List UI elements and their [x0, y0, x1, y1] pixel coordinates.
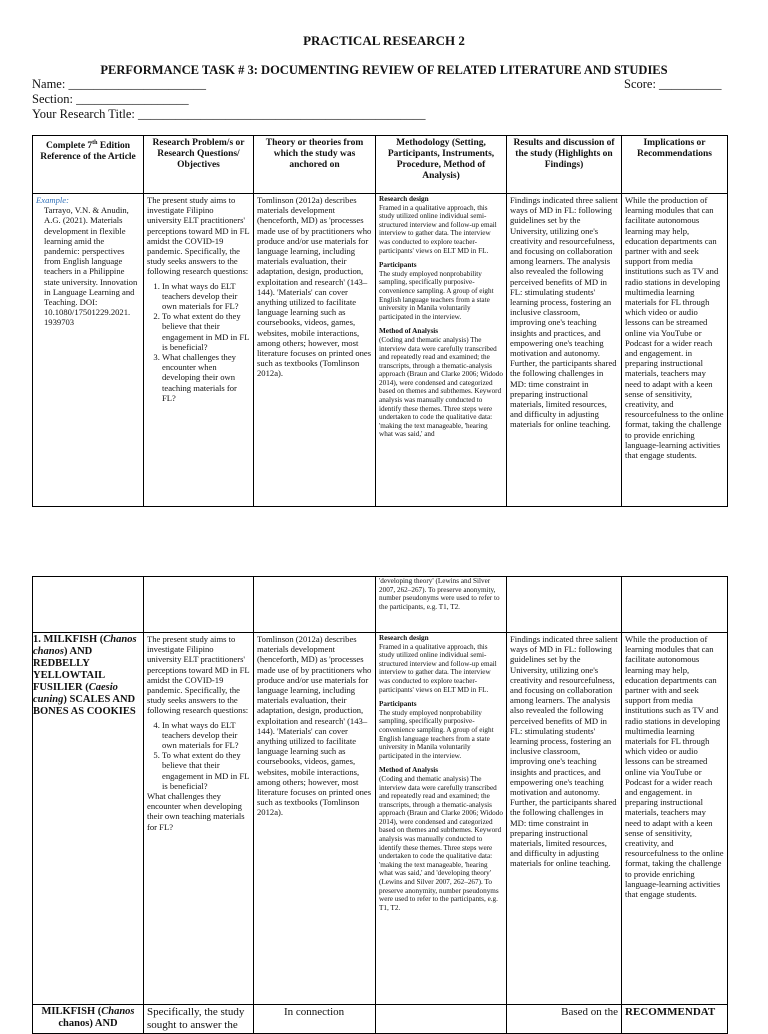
method-heading: Participants [379, 700, 417, 709]
example-reference-cell [33, 194, 144, 507]
example-methodology-cell [376, 194, 507, 507]
row1-methodology-cell [376, 633, 507, 1005]
example-theory-cell: Tomlinson (2012a) describes materials development (henceforth, MD) as 'processes made use of by practitioners who produce and/or use materials for language learning, including materials evaluation, their adaptation, design, production, exploitation and research' (143–144). 'Materials' can cover anything utilized to facilitate language learning such as coursebooks, videos, games, websites, mobile interactions, among others; however, most literature focuses on printed ones such as textbooks (Tomlinson 2012a). [254, 194, 376, 507]
example-problem-cell [144, 194, 254, 507]
continuation-empty-cell [144, 577, 254, 633]
column-header-implications: Implications or Recommendations [622, 136, 728, 194]
problem-intro: The present study aims to investigate Filipino university ELT practitioners' perceptions toward MD in FL amidst the COVID-19 pandemic. Specifically, the study seeks answers to the following research questions: [147, 195, 250, 277]
continuation-empty-cell [507, 577, 622, 633]
column-header-methodology: Methodology (Setting, Participants, Instruments, Procedure, Method of Analysis) [376, 136, 507, 194]
example-implications-cell: While the production of learning modules that can facilitate autonomous learning may help, education departments can partner with and seek support from media institutions such as TV and radio stations in developing multimedia learning materials for FL through which video or audio lessons can be streamed online via YouTube or Podcast for a wider reach and engagement. in preparing instructional materials, teachers may need to adapt with a keen sense of sensitivity, creativity, and resourcefulness to the online format, taking the challenge to provide enriching language-learning activities that engage students. [622, 194, 728, 507]
method-text: The study employed nonprobability sampling, specifically purposive-convenience sampling. A group of eight English language teachers from a state university in Manila voluntarily participated in the interview. [379, 708, 494, 760]
question-item: 1. In what ways do ELT teachers develop their own materials for FL? [162, 281, 250, 312]
row1-theory-cell: Tomlinson (2012a) describes materials development (henceforth, MD) as 'processes made use of by practitioners who produce and/or use materials for language learning, including materials evaluation, their adaptation, design, production, exploitation and research' (143–144). 'Materials' can cover anything utilized to facilitate language learning such as coursebooks, videos, games, websites, mobile interactions, among others; however, most literature focuses on printed ones such as textbooks (Tomlinson 2012a). [254, 633, 376, 1005]
continuation-methodology-cell: 'developing theory' (Lewins and Silver 2007, 262–267). To preserve anonymity, number pseudonyms were used to refer to the participants, e.g. T1, T2. [376, 577, 507, 633]
column-header-results: Results and discussion of the study (Highlights on Findings) [507, 136, 622, 194]
row2-problem-cell: Specifically, the study sought to answer the [144, 1005, 254, 1034]
score-field[interactable]: Score: __________ [624, 77, 722, 91]
row2-implications-cell: RECOMMENDAT [622, 1005, 728, 1034]
row1-results-cell: Findings indicated three salient ways of MD in FL: following guidelines set by the University, utilizing one's creativity and resourcefulness, and focusing on collaboration among learners. The analysis also revealed the following perceived benefits of MD in FL: stimulating students' learning process, fostering an inclusive classroom, improving one's teaching insights and practices, and empowering one's teaching motivation and autonomy. Further, the participants shared the following challenges in MD: time constraint in preparing instructional materials, limited resources, and difficulty in adjusting materials for online teaching. [507, 633, 622, 1005]
row2-title-cell: MILKFISH (Chanos chanos) AND [33, 1005, 144, 1034]
example-results-cell: Findings indicated three salient ways of MD in FL: following guidelines set by the University, utilizing one's creativity and resourcefulness, and focusing on collaboration among learners. The analysis also revealed the following perceived benefits of MD in FL: stimulating students' learning process, fostering an inclusive classroom, improving one's teaching insights and practices, and empowering one's teaching motivation and autonomy. Further, the participants shared the following challenges in MD: time constraint in preparing instructional materials, limited resources, and difficulty in adjusting materials for online teaching. [507, 194, 622, 507]
continuation-empty-cell [33, 577, 144, 633]
method-text: The study employed nonprobability sampling, specifically purposive-convenience sampling. A group of eight English language teachers from a state university in Manila voluntarily participated in the interview. [379, 269, 494, 321]
row2-methodology-cell [376, 1005, 507, 1034]
reference-text: Tarrayo, V.N. & Anudin, A.G. (2021). Materials development in flexible learning amid the pandemic: perspectives from English language teachers in a Philippine state university. Innovation in Language Learning and Teaching. DOI: 10.1080/17501229.2021. 1939703 [44, 205, 138, 328]
method-text: Framed in a qualitative approach, this study utilized online individual semi-structured interview and follow-up email interview to gather data. The interview was conducted to explore teacher-participants' views on ELT MD in FL. [379, 203, 497, 255]
problem-intro: The present study aims to investigate Filipino university ELT practitioners' perceptions toward MD in FL amidst the COVID-19 pandemic. Specifically, the study seeks answers to the following research questions: [147, 634, 250, 716]
question-item: 5. To what extent do they believe that their engagement in MD in FL is beneficial? [162, 750, 250, 791]
row1-number: 1. [33, 634, 41, 645]
page-title: PRACTICAL RESEARCH 2 [303, 33, 465, 48]
row2-results-cell: Based on the [507, 1005, 622, 1034]
task-title: PERFORMANCE TASK # 3: DOCUMENTING REVIEW OF RELATED LITERATURE AND STUDIES [100, 63, 668, 77]
method-text: Framed in a qualitative approach, this study utilized online individual semi-structured interview and follow-up email interview to gather data. The interview was conducted to explore teacher-participants' views on ELT MD in FL. [379, 642, 497, 694]
question-item: 2. To what extent do they believe that their engagement in MD in FL is beneficial? [162, 311, 250, 352]
continuation-empty-cell [622, 577, 728, 633]
method-text: (Coding and thematic analysis) The interview data were carefully transcribed and repeatedly read and examined; the transcripts, through a thematic-analysis approach (Braun and Clarke 2006; Widodo 2014), were condensed and categorized based on themes and subthemes. Keyword analysis was manually conducted to identify these themes. Three steps were undertaken to code the qualitative data: 'making the text manageable, 'hearing what was said,' and [379, 335, 503, 439]
rrl-table-page1 [32, 135, 728, 507]
column-header-theory: Theory or theories from which the study was anchored on [254, 136, 376, 194]
continuation-empty-cell [254, 577, 376, 633]
question-extra: What challenges they encounter when developing their own teaching materials for FL? [147, 791, 245, 832]
row2-theory-cell: In connection [254, 1005, 376, 1034]
example-label: Example: [36, 195, 69, 205]
method-heading: Participants [379, 261, 417, 270]
column-header-problem: Research Problem/s or Research Questions/ Objectives [144, 136, 254, 194]
method-heading: Research design [379, 195, 429, 203]
row1-problem-cell [144, 633, 254, 1005]
question-item: 3. What challenges they encounter when developing their own teaching materials for FL? [162, 352, 250, 403]
method-heading: Method of Analysis [379, 327, 439, 336]
method-text: (Coding and thematic analysis) The interview data were carefully transcribed and repeatedly read and examined; the transcripts, through a thematic-analysis approach (Braun and Clarke 2006; Widodo 2014), were condensed and categorized based on themes and subthemes. Keyword analysis was manually conducted to identify these themes. Three steps were undertaken to code the qualitative data: 'making the text manageable, 'hearing what was said,' and 'developing theory' (Lewins and Silver 2007, 262–267). To preserve anonymity, number pseudonyms were used to refer to the participants, e.g. T1, T2. [379, 774, 503, 912]
section-field[interactable]: Section: __________________ [32, 92, 189, 106]
column-header-reference: Complete 7th Edition Reference of the Article [33, 136, 144, 194]
method-heading: Method of Analysis [379, 766, 439, 775]
row1-title-cell: 1. MILKFISH (Chanos chanos) AND REDBELLY YELLOWTAIL FUSILIER (Caesio cuning) SCALES AND BONES AS COOKIES [33, 633, 144, 1005]
research-title-field[interactable]: Your Research Title: ______________________________________________ [32, 107, 426, 121]
rrl-table-page2 [32, 576, 728, 1034]
name-field[interactable]: Name: ______________________ [32, 77, 206, 91]
method-heading: Research design [379, 634, 429, 642]
row1-implications-cell: While the production of learning modules that can facilitate autonomous learning may help, education departments can partner with and seek support from media institutions such as TV and radio stations in developing multimedia learning materials for FL through which video or audio lessons can be streamed online via YouTube or Podcast for a wider reach and engagement. in preparing instructional materials, teachers may need to adapt with a keen sense of sensitivity, creativity, and resourcefulness to the online format, taking the challenge to provide enriching language-learning activities that engage students. [622, 633, 728, 1005]
question-item: 4. In what ways do ELT teachers develop their own materials for FL? [162, 720, 250, 751]
